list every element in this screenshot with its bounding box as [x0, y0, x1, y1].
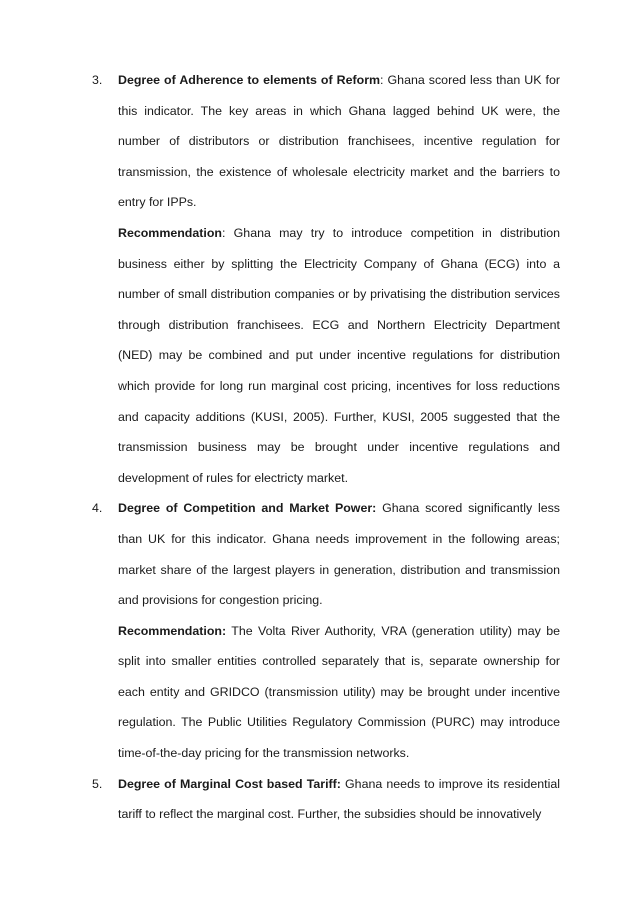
heading-separator: :: [380, 73, 384, 87]
recommendation-paragraph: [118, 616, 560, 769]
item-paragraph: [118, 769, 560, 830]
item-number: 5.: [92, 776, 103, 791]
recommendation-label: Recommendation: [118, 225, 222, 240]
recommendation-label: Recommendation:: [118, 623, 227, 638]
recommendation-paragraph: [118, 218, 560, 493]
item-text: Ghana needs to improve its residential tariff to reflect the marginal cost. Further, the subsidies should be innovatively: [118, 776, 560, 822]
recommendation-list: [92, 65, 560, 830]
item-heading: Degree of Marginal Cost based Tariff:: [118, 776, 341, 791]
item-paragraph: [118, 65, 560, 218]
item-number: 3.: [92, 73, 103, 87]
item-text: Ghana scored less than UK for this indicator. The key areas in which Ghana lagged behind UK were, the number of distributors or distribution franchisees, incentive regulation for transmission, the existence of wholesale electricity market and the barriers to entry for IPPs.: [118, 73, 560, 210]
item-text: Ghana scored significantly less than UK for this indicator. Ghana needs improvement in the following areas; market share of the largest players in generation, distribution and transmission and provisions for congestion pricing.: [118, 501, 560, 608]
item-number: 4.: [92, 501, 103, 516]
list-item-5: [92, 769, 560, 830]
recommendation-separator: :: [221, 225, 226, 240]
recommendation-text: Ghana may try to introduce competition in distribution business either by splitting the Electricity Company of Ghana (ECG) into a number of small distribution companies or by privatising the distribution services through distribution franchisees. ECG and Northern Electricity Department (NED) may be combined and put under incentive regulations for distribution which provide for long run marginal cost pricing, incentives for loss reductions and capacity additions (KUSI, 2005). Further, KUSI, 2005 suggested that the transmission business may be brought under incentive regulations and development of rules for electricty market.: [118, 225, 560, 485]
item-paragraph: [118, 493, 560, 615]
list-item-4: [92, 493, 560, 768]
item-heading: Degree of Competition and Market Power:: [118, 501, 377, 516]
item-heading: Degree of Adherence to elements of Reform: [118, 73, 381, 87]
recommendation-text: The Volta River Authority, VRA (generation utility) may be split into smaller entities controlled separately that is, separate ownership for each entity and GRIDCO (transmission utility) may be brought under incentive regulation. The Public Utilities Regulatory Commission (PURC) may introduce time-of-the-day pricing for the transmission networks.: [118, 623, 560, 761]
list-item-3: [92, 65, 560, 493]
